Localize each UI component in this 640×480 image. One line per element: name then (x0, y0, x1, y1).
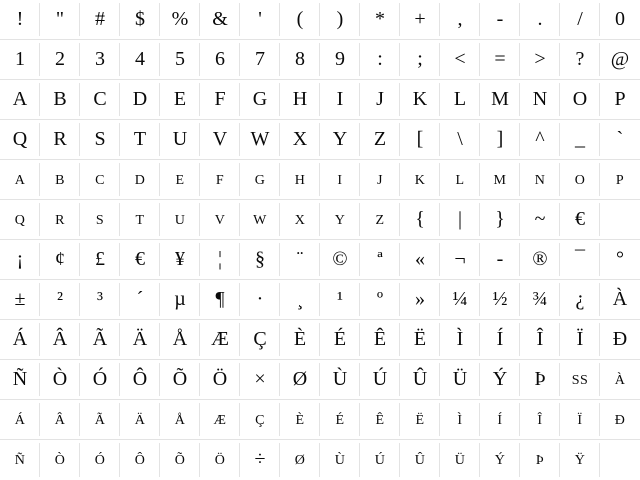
glyph-cell[interactable]: R (40, 200, 80, 239)
glyph-cell[interactable]: ¥ (160, 240, 200, 279)
glyph-cell[interactable]: Þ (520, 360, 560, 399)
glyph-cell[interactable]: J (360, 80, 400, 119)
glyph-cell[interactable]: Ö (200, 440, 240, 480)
glyph-cell[interactable]: Õ (160, 360, 200, 399)
glyph-cell[interactable]: . (520, 0, 560, 39)
glyph-cell[interactable]: ® (520, 240, 560, 279)
glyph-cell[interactable]: # (80, 0, 120, 39)
glyph-cell[interactable]: Ô (120, 440, 160, 480)
glyph-cell[interactable]: Ò (40, 440, 80, 480)
glyph-cell[interactable]: ¦ (200, 240, 240, 279)
glyph-cell[interactable]: 6 (200, 40, 240, 79)
glyph-cell[interactable]: Ü (440, 360, 480, 399)
glyph-cell[interactable]: I (320, 80, 360, 119)
glyph-cell[interactable]: ª (360, 240, 400, 279)
glyph-cell[interactable]: È (280, 400, 320, 439)
glyph-cell[interactable]: Î (520, 400, 560, 439)
glyph-cell[interactable]: K (400, 160, 440, 199)
glyph-cell[interactable]: Ñ (0, 360, 40, 399)
glyph-cell[interactable]: ( (280, 0, 320, 39)
glyph-cell[interactable]: Ù (320, 360, 360, 399)
glyph-cell[interactable]: I (320, 160, 360, 199)
glyph-cell[interactable]: C (80, 160, 120, 199)
glyph-cell[interactable]: Q (0, 200, 40, 239)
glyph-cell[interactable]: ' (240, 0, 280, 39)
glyph-cell[interactable]: Ú (360, 440, 400, 480)
glyph-cell[interactable]: G (240, 160, 280, 199)
glyph-cell[interactable]: + (400, 0, 440, 39)
glyph-cell[interactable]: × (240, 360, 280, 399)
glyph-cell[interactable]: Å (160, 400, 200, 439)
glyph-row (0, 40, 640, 80)
glyph-cell[interactable]: - (480, 0, 520, 39)
glyph-cell[interactable]: ¸ (280, 280, 320, 319)
glyph-cell[interactable]: * (360, 0, 400, 39)
glyph-cell[interactable]: ² (40, 280, 80, 319)
glyph-cell[interactable]: € (560, 200, 600, 239)
glyph-cell[interactable]: H (280, 160, 320, 199)
glyph-cell[interactable]: Î (520, 320, 560, 359)
glyph-cell[interactable]: D (120, 80, 160, 119)
glyph-cell[interactable]: V (200, 200, 240, 239)
glyph-cell[interactable]: Ê (360, 400, 400, 439)
glyph-cell[interactable]: È (280, 320, 320, 359)
glyph-cell[interactable]: ´ (120, 280, 160, 319)
glyph-cell[interactable]: Í (480, 320, 520, 359)
glyph-cell[interactable]: º (360, 280, 400, 319)
glyph-cell[interactable]: R (40, 120, 80, 159)
glyph-cell[interactable]: Û (400, 360, 440, 399)
glyph-cell[interactable]: 2 (40, 40, 80, 79)
glyph-cell[interactable]: ~ (520, 200, 560, 239)
glyph-cell[interactable]: H (280, 80, 320, 119)
glyph-cell[interactable]: E (160, 160, 200, 199)
glyph-cell[interactable]: ¿ (560, 280, 600, 319)
glyph-cell[interactable]: Ì (440, 400, 480, 439)
glyph-cell[interactable]: D (120, 160, 160, 199)
glyph-cell[interactable]: % (160, 0, 200, 39)
glyph-cell[interactable]: ; (400, 40, 440, 79)
glyph-cell[interactable]: T (120, 200, 160, 239)
glyph-cell[interactable]: À (614, 373, 626, 388)
glyph-cell[interactable]: Ç (240, 400, 280, 439)
glyph-cell[interactable]: [ (400, 120, 440, 159)
glyph-cell[interactable]: Ä (120, 400, 160, 439)
glyph-cell[interactable]: Ë (400, 400, 440, 439)
glyph-cell[interactable]: 8 (280, 40, 320, 79)
glyph-cell[interactable]: M (480, 80, 520, 119)
glyph-cell[interactable]: \ (440, 120, 480, 159)
glyph-cell[interactable]: Ã (80, 400, 120, 439)
glyph-cell[interactable]: § (240, 240, 280, 279)
glyph-cell[interactable]: Á (0, 400, 40, 439)
glyph-cell[interactable]: © (320, 240, 360, 279)
glyph-cell[interactable]: P (615, 173, 625, 188)
glyph-cell[interactable]: Ô (120, 360, 160, 399)
glyph-cell[interactable]: = (480, 40, 520, 79)
glyph-cell[interactable]: } (480, 200, 520, 239)
glyph-row (0, 200, 640, 240)
glyph-cell[interactable]: $ (120, 0, 160, 39)
glyph-cell[interactable]: S (80, 200, 120, 239)
glyph-cell[interactable]: 5 (160, 40, 200, 79)
glyph-cell[interactable]: Ù (320, 440, 360, 480)
glyph-cell[interactable]: N (520, 80, 560, 119)
glyph-cell[interactable]: B (40, 160, 80, 199)
glyph-cell[interactable]: S (80, 120, 120, 159)
glyph-cell[interactable]: ¢ (40, 240, 80, 279)
glyph-cell[interactable]: ¡ (0, 240, 40, 279)
glyph-cell[interactable]: Á (0, 320, 40, 359)
glyph-cell[interactable]: ÷ (240, 440, 280, 480)
glyph-cell[interactable]: ¹ (320, 280, 360, 319)
glyph-cell[interactable]: Ã (80, 320, 120, 359)
glyph-cell[interactable]: ¼ (440, 280, 480, 319)
glyph-cell[interactable]: ³ (80, 280, 120, 319)
glyph-cell[interactable]: , (440, 0, 480, 39)
glyph-cell[interactable]: µ (160, 280, 200, 319)
glyph-cell[interactable]: Ð (612, 328, 628, 350)
glyph-cell[interactable]: 7 (240, 40, 280, 79)
glyph-cell[interactable]: ½ (480, 280, 520, 319)
glyph-cell[interactable]: Y (320, 200, 360, 239)
glyph-cell[interactable]: » (400, 280, 440, 319)
glyph-cell[interactable]: Y (320, 120, 360, 159)
glyph-cell[interactable]: ? (560, 40, 600, 79)
glyph-cell[interactable]: G (240, 80, 280, 119)
glyph-cell[interactable]: É (320, 400, 360, 439)
glyph-cell[interactable]: Í (480, 400, 520, 439)
glyph-cell[interactable]: Ê (360, 320, 400, 359)
glyph-row (0, 120, 640, 160)
glyph-cell[interactable]: ° (616, 248, 624, 270)
glyph-row (0, 240, 640, 280)
glyph-cell[interactable]: T (120, 120, 160, 159)
glyph-cell[interactable]: · (240, 280, 280, 319)
glyph-cell[interactable]: _ (560, 120, 600, 159)
glyph-cell[interactable]: 3 (80, 40, 120, 79)
glyph-row (0, 400, 640, 440)
glyph-row (0, 440, 640, 480)
glyph-cell[interactable]: ¾ (520, 280, 560, 319)
glyph-cell[interactable]: Û (400, 440, 440, 480)
glyph-cell[interactable]: À (612, 288, 628, 310)
glyph-cell[interactable]: J (360, 160, 400, 199)
glyph-cell[interactable]: C (80, 80, 120, 119)
glyph-cell[interactable]: Ø (280, 440, 320, 480)
glyph-cell[interactable]: SS (560, 360, 600, 399)
glyph-cell[interactable]: Þ (520, 440, 560, 480)
glyph-cell[interactable]: < (440, 40, 480, 79)
glyph-cell[interactable]: Æ (200, 320, 240, 359)
glyph-cell[interactable]: V (200, 120, 240, 159)
glyph-cell[interactable]: Ð (614, 413, 626, 428)
glyph-cell[interactable]: - (480, 240, 520, 279)
glyph-cell[interactable]: ! (0, 0, 40, 39)
glyph-cell[interactable]: : (360, 40, 400, 79)
glyph-cell[interactable]: « (400, 240, 440, 279)
glyph-cell[interactable]: Ó (80, 440, 120, 480)
empty-cell (600, 200, 640, 239)
glyph-cell[interactable]: Ñ (0, 440, 40, 480)
glyph-cell[interactable]: ¬ (440, 240, 480, 279)
glyph-cell[interactable]: Ý (480, 440, 520, 480)
glyph-cell[interactable]: E (160, 80, 200, 119)
glyph-row (0, 360, 640, 400)
glyph-cell[interactable]: A (0, 80, 40, 119)
glyph-cell[interactable]: | (440, 200, 480, 239)
glyph-row (0, 280, 640, 320)
glyph-cell[interactable]: Ç (240, 320, 280, 359)
glyph-cell[interactable]: Ë (400, 320, 440, 359)
glyph-cell[interactable]: Ú (360, 360, 400, 399)
glyph-cell[interactable]: A (0, 160, 40, 199)
glyph-cell[interactable]: U (160, 120, 200, 159)
glyph-row (0, 320, 640, 360)
glyph-cell[interactable]: Ü (440, 440, 480, 480)
glyph-cell[interactable]: O (560, 80, 600, 119)
glyph-cell[interactable]: 4 (120, 40, 160, 79)
glyph-cell[interactable]: 1 (0, 40, 40, 79)
glyph-cell[interactable]: ] (480, 120, 520, 159)
glyph-cell[interactable]: Ä (120, 320, 160, 359)
glyph-cell[interactable]: O (560, 160, 600, 199)
glyph-cell[interactable]: ¶ (200, 280, 240, 319)
glyph-cell[interactable]: É (320, 320, 360, 359)
glyph-row (0, 160, 640, 200)
glyph-cell[interactable]: X (280, 120, 320, 159)
glyph-cell[interactable]: Ý (480, 360, 520, 399)
glyph-cell[interactable]: Ø (280, 360, 320, 399)
glyph-cell[interactable]: Z (360, 120, 400, 159)
glyph-cell[interactable]: Â (40, 320, 80, 359)
glyph-cell[interactable]: ` (616, 128, 624, 150)
glyph-cell[interactable]: " (40, 0, 80, 39)
glyph-cell[interactable]: N (520, 160, 560, 199)
glyph-cell[interactable]: Z (360, 200, 400, 239)
glyph-cell[interactable]: Ö (200, 360, 240, 399)
glyph-cell[interactable]: Â (40, 400, 80, 439)
glyph-cell[interactable]: Ï (560, 320, 600, 359)
glyph-cell[interactable]: X (280, 200, 320, 239)
glyph-cell[interactable]: Æ (200, 400, 240, 439)
glyph-cell[interactable]: 0 (615, 8, 625, 30)
glyph-cell[interactable]: Ì (440, 320, 480, 359)
glyph-cell[interactable]: W (240, 200, 280, 239)
glyph-cell[interactable]: Ó (80, 360, 120, 399)
glyph-cell[interactable]: ¨ (280, 240, 320, 279)
glyph-cell[interactable]: F (200, 160, 240, 199)
glyph-cell[interactable]: € (120, 240, 160, 279)
glyph-cell[interactable]: W (240, 120, 280, 159)
glyph-cell[interactable]: F (200, 80, 240, 119)
empty-cell (600, 440, 640, 480)
glyph-cell[interactable]: Ï (560, 400, 600, 439)
glyph-cell[interactable]: U (160, 200, 200, 239)
glyph-cell[interactable]: ± (0, 280, 40, 319)
glyph-cell[interactable]: Q (0, 120, 40, 159)
glyph-cell[interactable]: ) (320, 0, 360, 39)
glyph-cell[interactable]: Ò (40, 360, 80, 399)
glyph-cell[interactable]: £ (80, 240, 120, 279)
glyph-cell[interactable]: ¯ (560, 240, 600, 279)
glyph-cell[interactable]: P (614, 88, 626, 110)
glyph-cell[interactable]: Ÿ (560, 440, 600, 480)
glyph-cell[interactable]: L (440, 160, 480, 199)
glyph-cell[interactable]: / (560, 0, 600, 39)
glyph-cell[interactable]: { (400, 200, 440, 239)
glyph-cell[interactable]: @ (610, 48, 630, 70)
glyph-row (0, 0, 640, 40)
glyph-cell[interactable]: L (440, 80, 480, 119)
glyph-cell[interactable]: > (520, 40, 560, 79)
glyph-row (0, 80, 640, 120)
glyph-cell[interactable]: ^ (520, 120, 560, 159)
glyph-cell[interactable]: & (200, 0, 240, 39)
glyph-cell[interactable]: 9 (320, 40, 360, 79)
glyph-cell[interactable]: Õ (160, 440, 200, 480)
glyph-cell[interactable]: Å (160, 320, 200, 359)
glyph-cell[interactable]: K (400, 80, 440, 119)
glyph-cell[interactable]: B (40, 80, 80, 119)
glyph-cell[interactable]: M (480, 160, 520, 199)
